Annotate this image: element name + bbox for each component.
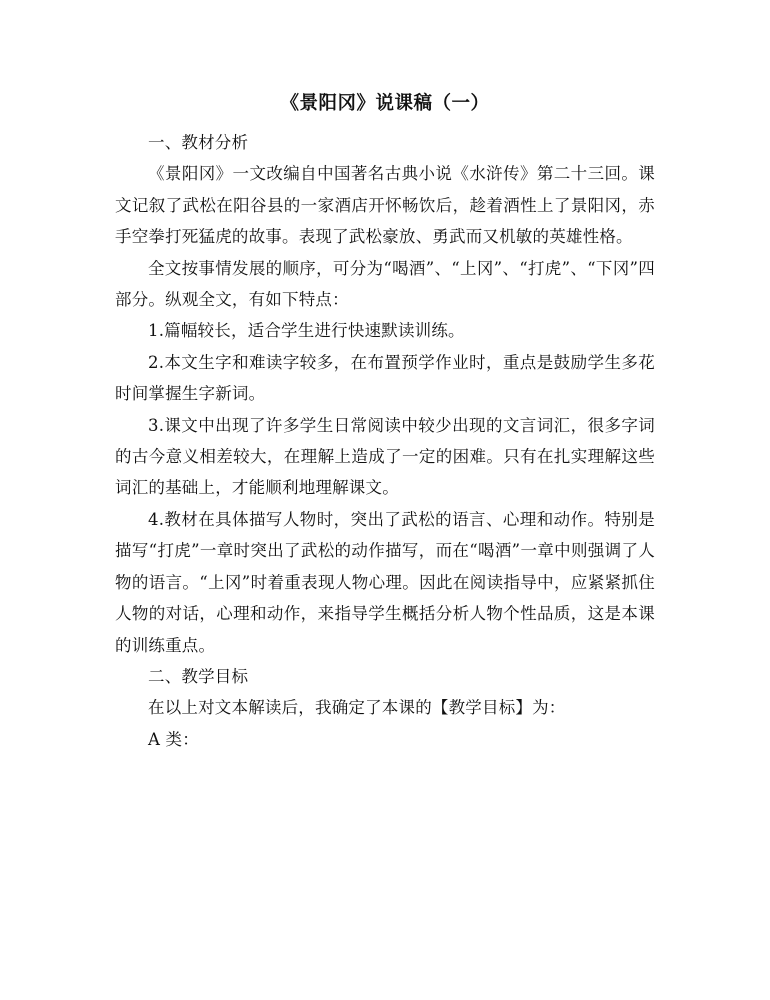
list-item-feature-1: 1.篇幅较长，适合学生进行快速默读训练。 bbox=[148, 321, 465, 341]
goal-category-a: A 类： bbox=[148, 729, 199, 749]
paragraph-structure: 全文按事情发展的顺序，可分为“喝酒”、“上冈”、“打虎”、“下冈”四部分。纵观全文，有如下特点： bbox=[115, 258, 655, 310]
section-heading-textbook-analysis: 一、教材分析 bbox=[148, 133, 249, 152]
document-title: 《景阳冈》说课稿（一） bbox=[280, 93, 490, 114]
list-item-feature-3: 3.课文中出现了许多学生日常阅读中较少出现的文言词汇，很多字词的古今意义相差较大，在理解上造成了一定的困难。只有在扎实理解这些词汇的基础上，才能顺利地理解课文。 bbox=[115, 415, 655, 498]
list-item-feature-2: 2.本文生字和难读字较多，在布置预学作业时，重点是鼓励学生多花时间掌握生字新词。 bbox=[115, 352, 655, 404]
paragraph-source-summary: 《景阳冈》一文改编自中国著名古典小说《水浒传》第二十三回。课文记叙了武松在阳谷县的一家酒店开怀畅饮后，趁着酒性上了景阳冈，赤手空拳打死猛虎的故事。表现了武松豪放、勇武而又机敏的英雄性格。 bbox=[115, 164, 655, 247]
list-item-feature-4: 4.教材在具体描写人物时，突出了武松的语言、心理和动作。特别是描写“打虎”一章时突出了武松的动作描写，而在“喝酒”一章中则强调了人物的语言。“上冈”时着重表现人物心理。因此在阅读指导中，应紧紧抓住人物的对话，心理和动作，来指导学生概括分析人物个性品质，这是本课的训练重点。 bbox=[115, 509, 655, 655]
section-heading-teaching-goals: 二、教学目标 bbox=[148, 666, 249, 686]
paragraph-goals-intro: 在以上对文本解读后，我确定了本课的【教学目标】为： bbox=[148, 698, 566, 718]
document-body bbox=[115, 127, 655, 755]
